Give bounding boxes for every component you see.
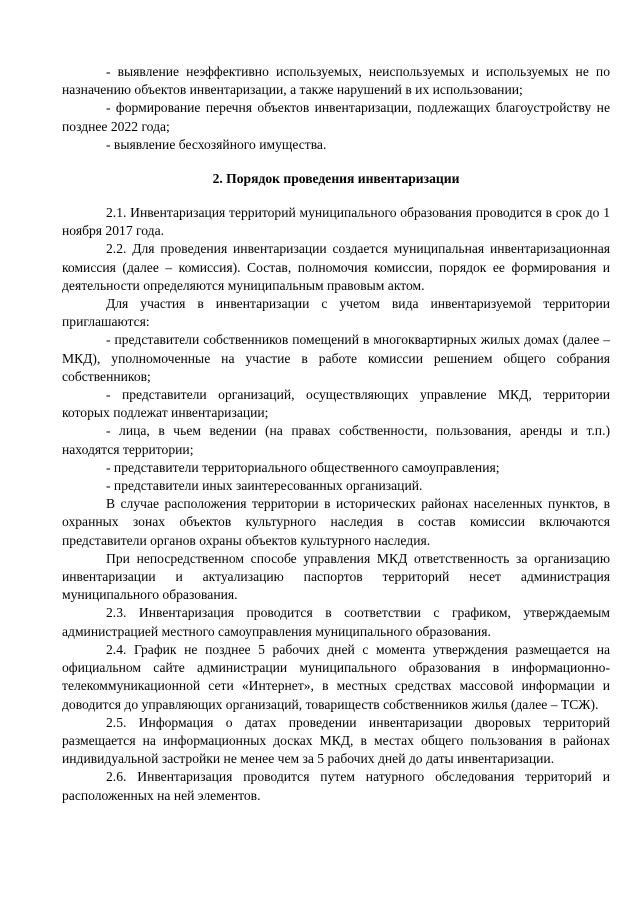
intro-paragraph: - выявление бесхозяйного имущества. (106, 136, 327, 152)
intro-paragraph: - формирование перечня объектов инвентаризации, подлежащих благоустройству не позднее 2022 года; (62, 100, 610, 134)
document-body (62, 63, 610, 805)
section-paragraph: 2.4. График не позднее 5 рабочих дней с момента утверждения размещается на официальном сайте администрации муниципального образования в информационно-телекоммуникационной сети «Интернет», в местных средствах массовой информации и доводится до управляющих организаций, товариществ собственников жилья (далее – ТСЖ). (62, 641, 610, 712)
section-heading: 2. Порядок проведения инвентаризации (212, 171, 460, 187)
section-paragraph: 2.6. Инвентаризация проводится путем натурного обследования территорий и расположенных на ней элементов. (62, 769, 610, 803)
section-paragraph: - представители организаций, осуществляющих управление МКД, территории которых подлежат инвентаризации; (62, 387, 610, 421)
section-paragraph: 2.1. Инвентаризация территорий муниципального образования проводится в срок до 1 ноября 2017 года. (62, 205, 610, 239)
section-paragraph: В случае расположения территории в исторических районах населенных пунктов, в охранных зонах объектов культурного наследия в состав комиссии включаются представители органов охраны объектов культурного наследия. (62, 496, 610, 548)
section-paragraph: 2.3. Инвентаризация проводится в соответствии с графиком, утверждаемым администрацией местного самоуправления муниципального образования. (62, 605, 610, 639)
section-paragraph: - представители территориального общественного самоуправления; (106, 459, 500, 475)
section-paragraph: 2.5. Информация о датах проведении инвентаризации дворовых территорий размещается на информационных досках МКД, в местах общего пользования в районах индивидуальной застройки не менее чем за 5 рабочих дней до даты инвентаризации. (62, 714, 610, 767)
section-paragraph: Для участия в инвентаризации с учетом вида инвентаризуемой территории приглашаются: (62, 296, 610, 330)
section-paragraph: - представители иных заинтересованных организаций. (106, 478, 423, 494)
section-paragraph: - представители собственников помещений в многоквартирных жилых домах (далее – МКД), уполномоченные на участие в работе комиссии решением общего собрания собственников; (62, 332, 610, 384)
intro-paragraph: - выявление неэффективно используемых, неиспользуемых и используемых не по назначению объектов инвентаризации, а также нарушений в их использовании; (62, 64, 610, 98)
section-paragraph: - лица, в чьем ведении (на правах собственности, пользования, аренды и т.п.) находятся территории; (62, 423, 610, 457)
section-paragraph: 2.2. Для проведения инвентаризации создается муниципальная инвентаризационная комиссия (далее – комиссия). Состав, полномочия комиссии, порядок ее формирования и деятельности определяются муниципальным правовым актом. (62, 241, 610, 293)
section-paragraph: При непосредственном способе управления МКД ответственность за организацию инвентаризации и актуализацию паспортов территорий несет администрация муниципального образования. (62, 550, 610, 603)
